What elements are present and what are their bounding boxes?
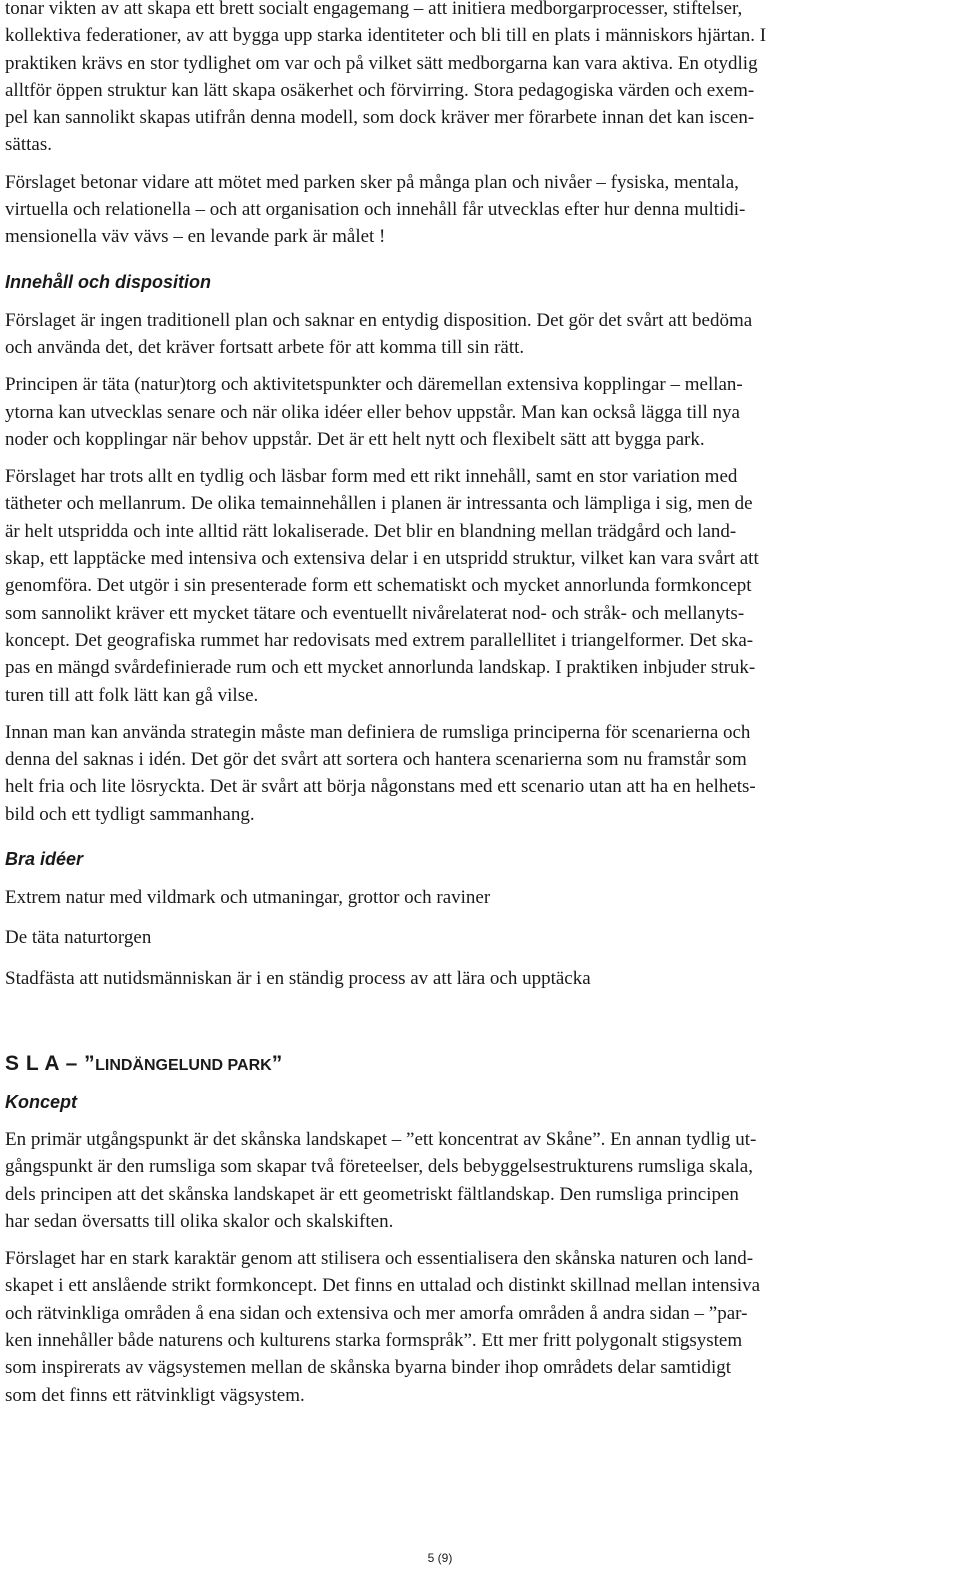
paragraph-strategy <box>5 719 945 828</box>
heading-innehall-och-disposition: Innehåll och disposition <box>5 271 212 292</box>
text-line: Principen är täta (natur)torg och aktivitetspunkter och däremellan extensiva kopplingar – mellan- <box>5 374 743 396</box>
text-line: tonar vikten av att skapa ett brett socialt engagemang – att initiera medborgarprocesser, stiftelser, <box>5 0 743 19</box>
text-line: denna del saknas i idén. Det gör det svårt att sortera och hantera scenarierna som nu framstår som <box>5 749 747 771</box>
heading-koncept: Koncept <box>5 1091 77 1112</box>
text-line: och använda det, det kräver fortsatt arbete för att komma till sin rätt. <box>5 336 525 358</box>
paragraph-concept <box>5 1126 945 1235</box>
text-line: mensionella väv vävs – en levande park är målet ! <box>5 226 386 248</box>
text-line: noder och kopplingar när behov uppstår. Det är ett helt nytt och flexibelt sätt att bygga park. <box>5 428 705 450</box>
title-close: ” <box>271 1051 283 1075</box>
text-line: pas en mängd svårdefinierade rum och ett mycket annorlunda landskap. I praktiken inbjuder struk- <box>5 657 756 679</box>
text-line: virtuella och relationella – och att organisation och innehåll får utvecklas efter hur denna multidi- <box>5 199 746 221</box>
good-idea-item: Stadfästa att nutidsmänniskan är i en ständig process av att lära och upptäcka <box>5 967 591 989</box>
text-line: praktiken krävs en stor tydlighet om var och på vilket sätt medborgarna kan vara aktiva. En otydlig <box>5 52 758 74</box>
paragraph-multidimensional <box>5 169 945 251</box>
paragraph-form <box>5 463 945 709</box>
text-line: bild och ett tydligt sammanhang. <box>5 803 255 825</box>
text-line: turen till att folk lätt kan gå vilse. <box>5 684 259 706</box>
text-line: helt fria och lite lösryckta. Det är svårt att börja någonstans med ett scenario utan att ha en helhets- <box>5 776 756 798</box>
good-idea-item: De täta naturtorgen <box>5 927 152 949</box>
text-line: En primär utgångspunkt är det skånska landskapet – ”ett koncentrat av Skåne”. En annan tydlig ut- <box>5 1128 757 1150</box>
text-line: ytorna kan utvecklas senare och när olika idéer eller behov uppstår. Man kan också lägga till nya <box>5 401 740 423</box>
text-line: har sedan översatts till olika skalor och skalskiften. <box>5 1210 394 1232</box>
heading-bra-ideer: Bra idéer <box>5 849 84 870</box>
text-line: som inspirerats av vägsystemen mellan de skånska byarna binder ihop områdets delar samtidigt <box>5 1357 732 1379</box>
text-line: tätheter och mellanrum. De olika temainnehållen i planen är intressanta och lämpliga i sig, men de <box>5 493 753 515</box>
text-line: dels principen att det skånska landskapet är ett geometriskt fältlandskap. Den rumsliga principen <box>5 1183 739 1205</box>
text-line: skapet i ett anslående strikt formkoncept. Det finns en uttalad och distinkt skillnad mellan intensiva <box>5 1275 761 1297</box>
title-main: S L A – ” <box>5 1051 96 1075</box>
text-line: ken innehåller både naturens och kulturens starka formspråk”. Ett mer fritt polygonalt stigsystem <box>5 1329 743 1351</box>
proposal-title-sla <box>5 1050 945 1080</box>
text-line: genomföra. Det utgör i sin presenterade form ett schematiskt och mycket annorlunda formkoncept <box>5 575 752 597</box>
paragraph-disposition <box>5 307 945 362</box>
text-line: pel kan sannolikt skapas utifrån denna modell, som dock kräver mer förarbete innan det kan iscen- <box>5 107 755 129</box>
text-line: Innan man kan använda strategin måste man definiera de rumsliga principerna för scenarierna och <box>5 721 751 743</box>
text-line: som sannolikt kräver ett mycket tätare och eventuellt nivårelaterat nod- och stråk- och mellanyts- <box>5 602 745 624</box>
paragraph-character <box>5 1245 945 1409</box>
good-idea-item: Extrem natur med vildmark och utmaningar, grottor och raviner <box>5 887 491 909</box>
text-line: Förslaget har trots allt en tydlig och läsbar form med ett rikt innehåll, samt en stor variation med <box>5 466 738 488</box>
text-line: alltför öppen struktur kan lätt skapa osäkerhet och förvirring. Stora pedagogiska värden och exem- <box>5 79 755 101</box>
document-page <box>5 0 945 1409</box>
paragraph-engagement <box>5 0 945 159</box>
text-line: skap, ett lapptäcke med intensiva och extensiva delar i en utspridd struktur, vilket kan vara svårt att <box>5 548 759 570</box>
text-line: är helt utspridda och inte alltid rätt lokaliserade. Det blir en blandning mellan trädgård och land- <box>5 520 737 542</box>
text-line: sättas. <box>5 134 52 156</box>
text-line: som det finns ett rätvinkligt vägsystem. <box>5 1384 305 1406</box>
text-line: kollektiva federationer, av att bygga upp starka identiteter och bli till en plats i människors hjärtan. I <box>5 25 767 47</box>
page-number: 5 (9) <box>427 1551 453 1565</box>
text-line: Förslaget är ingen traditionell plan och saknar en entydig disposition. Det gör det svårt att bedöma <box>5 309 753 331</box>
text-line: gångspunkt är den rumsliga som skapar två företeelser, dels bebyggelsestrukturens rumsliga skala, <box>5 1156 753 1178</box>
text-line: koncept. Det geografiska rummet har redovisats med extrem parallellitet i triangelformer. Det ska- <box>5 629 754 651</box>
paragraph-principle <box>5 371 945 453</box>
text-line: Förslaget betonar vidare att mötet med parken sker på många plan och nivåer – fysiska, mentala, <box>5 171 739 193</box>
title-sub: LINDÄNGELUND PARK <box>95 1056 272 1074</box>
text-line: och rätvinkliga områden å ena sidan och extensiva och mer amorfa områden å andra sidan – ”par- <box>5 1302 748 1324</box>
text-line: Förslaget har en stark karaktär genom att stilisera och essentialisera den skånska naturen och land- <box>5 1248 754 1270</box>
